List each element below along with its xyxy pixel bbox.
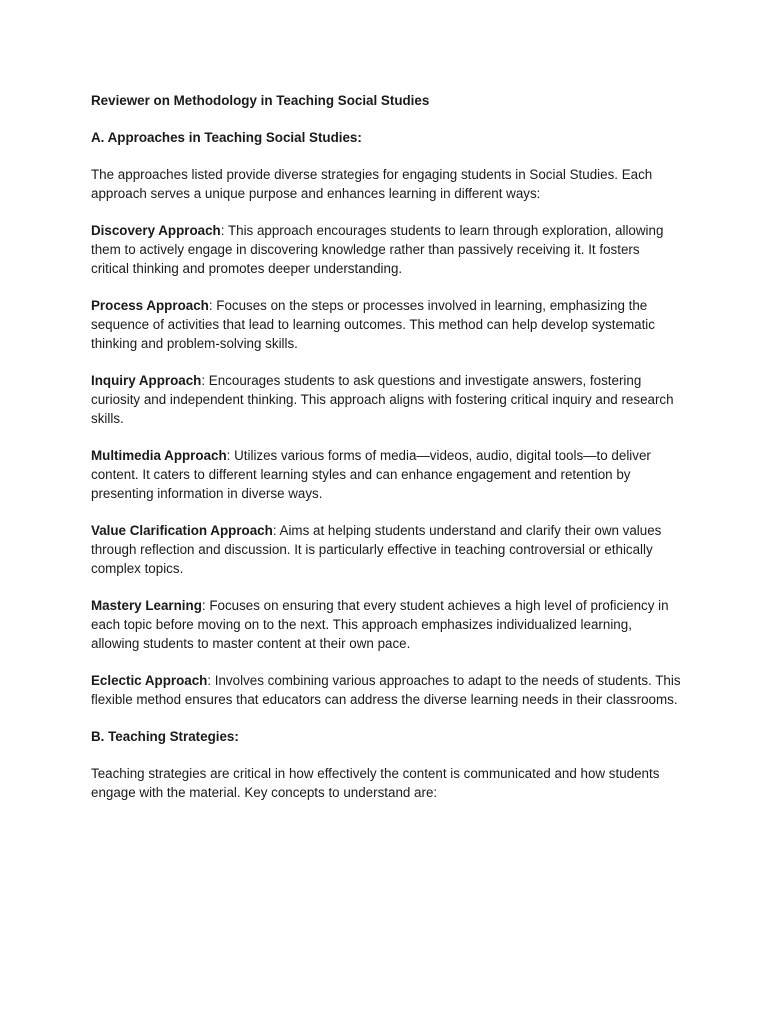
- section-a-heading: A. Approaches in Teaching Social Studies:: [91, 130, 362, 145]
- approach-process: [91, 296, 681, 353]
- approach-description: : Aims at helping students understand and clarify their own values through reflection and discussion. It is particularly effective in teaching controversial or ethically complex topics.: [91, 523, 662, 576]
- approach-term: Discovery Approach: [91, 223, 221, 238]
- approach-term: Eclectic Approach: [91, 673, 208, 688]
- approach-term: Mastery Learning: [91, 598, 202, 613]
- approach-eclectic: [91, 671, 681, 709]
- approach-term: Process Approach: [91, 298, 209, 313]
- section-b-heading: B. Teaching Strategies:: [91, 729, 239, 744]
- approach-value-clarification: [91, 521, 681, 578]
- approach-description: : Utilizes various forms of media—videos, audio, digital tools—to deliver content. It caters to different learning styles and can enhance engagement and retention by presenting information in diverse ways.: [91, 448, 651, 501]
- approach-description: : Focuses on the steps or processes involved in learning, emphasizing the sequence of activities that lead to learning outcomes. This method can help develop systematic thinking and problem-solving skills.: [91, 298, 655, 351]
- approach-description: : Focuses on ensuring that every student achieves a high level of proficiency in each topic before moving on to the next. This approach emphasizes individualized learning, allowing students to master content at their own pace.: [91, 598, 669, 651]
- approach-inquiry: [91, 371, 681, 428]
- section-a-intro: The approaches listed provide diverse strategies for engaging students in Social Studies. Each approach serves a unique purpose and enhances learning in different ways:: [91, 167, 653, 201]
- approach-discovery: [91, 221, 681, 278]
- document-title: Reviewer on Methodology in Teaching Social Studies: [91, 93, 430, 108]
- approach-term: Value Clarification Approach: [91, 523, 273, 538]
- approach-description: : This approach encourages students to learn through exploration, allowing them to actively engage in discovering knowledge rather than passively receiving it. It fosters critical thinking and promotes deeper understanding.: [91, 223, 664, 276]
- approach-description: : Involves combining various approaches to adapt to the needs of students. This flexible method ensures that educators can address the diverse learning needs in their classrooms.: [91, 673, 681, 707]
- approach-term: Multimedia Approach: [91, 448, 227, 463]
- approach-description: : Encourages students to ask questions and investigate answers, fostering curiosity and independent thinking. This approach aligns with fostering critical inquiry and research skills.: [91, 373, 674, 426]
- approach-multimedia: [91, 446, 681, 503]
- approach-mastery-learning: [91, 596, 681, 653]
- approach-term: Inquiry Approach: [91, 373, 202, 388]
- document-page: [91, 91, 681, 820]
- section-b-intro: Teaching strategies are critical in how effectively the content is communicated and how students engage with the material. Key concepts to understand are:: [91, 766, 660, 800]
